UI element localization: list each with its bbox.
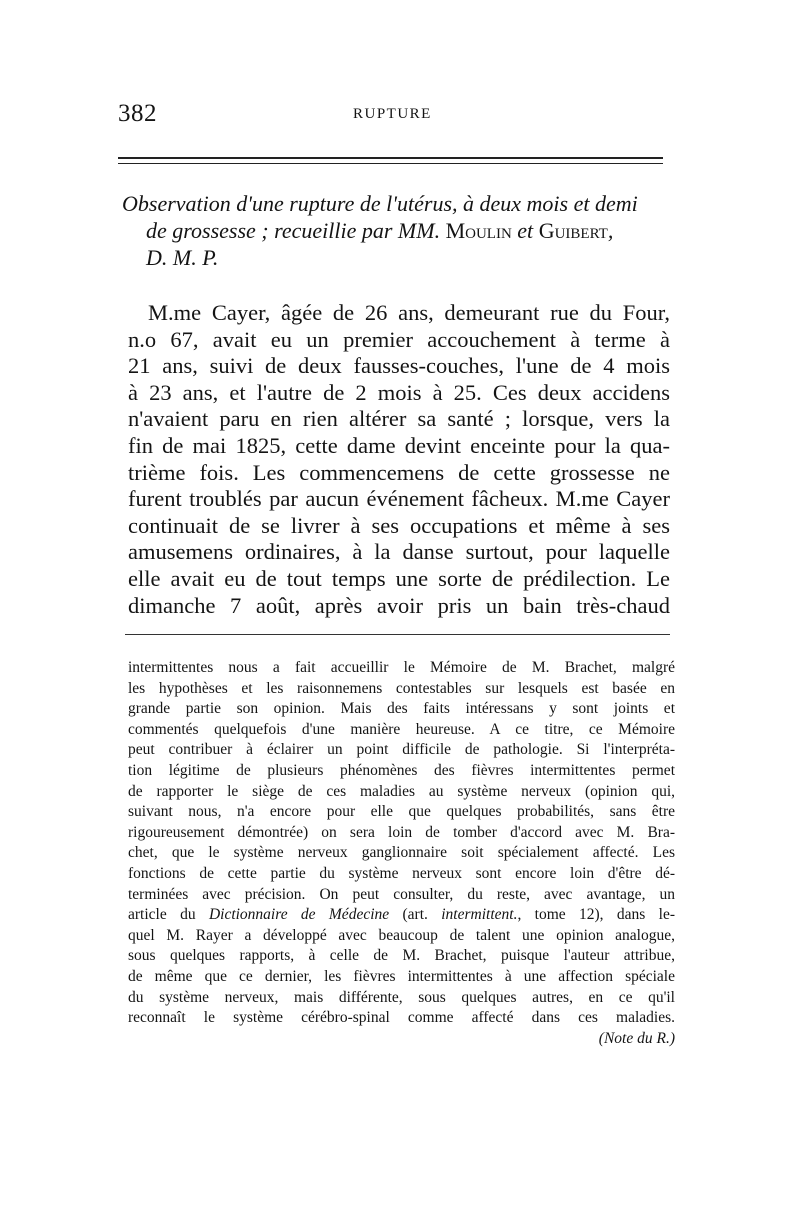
header-rule-thin [118, 163, 663, 164]
body-line: à 23 ans, et l'autre de 2 mois à 25. Ces deux accidens [128, 379, 670, 405]
body-line: n.o 67, avait eu un premier accouchement à terme à [128, 326, 670, 352]
title-line-2-text: de grossesse ; recueillie par MM. [146, 218, 441, 243]
footnote-line: reconnaît le système cérébro-spinal comme affecté dans ces maladies. [128, 1009, 675, 1027]
footnote-line: rigoureusement démontrée) on sera loin de tomber d'accord avec M. Bra- [128, 823, 675, 841]
fn13-c: , tome 12), dans le- [517, 906, 676, 924]
article-title [122, 190, 667, 271]
author-moulin: Moulin [445, 218, 512, 243]
body-line: continuait de se livrer à ses occupations et même à ses [128, 512, 670, 538]
title-line-1: Observation d'une rupture de l'utérus, à deux mois et demi [122, 191, 638, 216]
footnote-signature [128, 1029, 675, 1050]
footnote-line: les hypothèses et les raisonnemens contestables sur lesquels est basée en [128, 679, 675, 697]
footnote-line: sous quelques rapports, à celle de M. Brachet, puisque l'auteur attribue, [128, 947, 675, 965]
footnote-line: de rapporter le siège de ces maladies au système nerveux (opinion qui, [128, 782, 675, 800]
footnote-line: tion légitime de plusieurs phénomènes des fièvres intermittentes permet [128, 761, 675, 779]
page-number: 382 [118, 100, 157, 127]
dictionary-title: Dictionnaire de Médecine [208, 906, 390, 924]
note-signature: (Note du R.) [598, 1029, 675, 1047]
body-line: fin de mai 1825, cette dame devint enceinte pour la qua- [128, 432, 670, 458]
footnote-line: grande partie son opinion. Mais des faits intéressans y sont joints et [128, 700, 675, 718]
article-name: intermittent. [441, 906, 518, 924]
footnote-line: chet, que le système nerveux ganglionnaire soit spécialement affecté. Les [128, 844, 675, 862]
footnote-line: fonctions de cette partie du système nerveux sont encore loin d'être dé- [128, 864, 675, 882]
footnote-line: peut contribuer à éclairer un point difficile de pathologie. Si l'interpréta- [128, 741, 675, 759]
body-line: M.me Cayer, âgée de 26 ans, demeurant rue du Four, [148, 300, 670, 325]
title-line-2: de grossesse ; recueillie par MM. Moulin et Guibert, [146, 218, 614, 243]
author-guibert: Guibert [538, 218, 608, 243]
footnote-rule [125, 634, 670, 635]
title-and: et [517, 218, 534, 243]
body-line: amusemens ordinaires, à la danse surtout, pour laquelle [128, 539, 670, 565]
body-line: n'avaient paru en rien altérer sa santé ; lorsque, vers la [128, 406, 670, 432]
footnote-line-dictionary [128, 905, 675, 926]
body-line: 21 ans, suivi de deux fausses-couches, l'une de 4 mois [128, 353, 670, 379]
footnote-line: intermittentes nous a fait accueillir le Mémoire de M. Brachet, malgré [128, 659, 675, 676]
running-head: RUPTURE [353, 106, 432, 122]
body-line: furent troublés par aucun événement fâcheux. M.me Cayer [128, 486, 670, 512]
header-rule-thick [118, 157, 663, 159]
fn13-b: (art. [402, 906, 428, 924]
body-line: trième fois. Les commencemens de cette grossesse ne [128, 459, 670, 485]
footnote-line: commentés quelquefois d'une manière heureuse. A ce titre, ce Mémoire [128, 720, 675, 738]
footnote [128, 658, 675, 1049]
footnote-line: suivant nous, n'a encore pour elle que quelques probabilités, sans être [128, 803, 675, 821]
footnote-line: quel M. Rayer a développé avec beaucoup de talent une opinion analogue, [128, 926, 675, 944]
title-line-3: D. M. P. [146, 245, 219, 270]
footnote-line: du système nerveux, mais différente, sous quelques autres, en ce qu'il [128, 988, 675, 1006]
fn13-a: article du [128, 906, 196, 924]
footnote-line: de même que ce dernier, les fièvres intermittentes à une affection spéciale [128, 967, 675, 985]
body-line: elle avait eu de tout temps une sorte de prédilection. Le [128, 565, 670, 591]
body-paragraph [128, 300, 670, 619]
footnote-line: terminées avec précision. On peut consulter, du reste, avec avantage, un [128, 885, 675, 903]
body-line: dimanche 7 août, après avoir pris un bain très-chaud [128, 592, 670, 618]
page-header [118, 100, 663, 130]
